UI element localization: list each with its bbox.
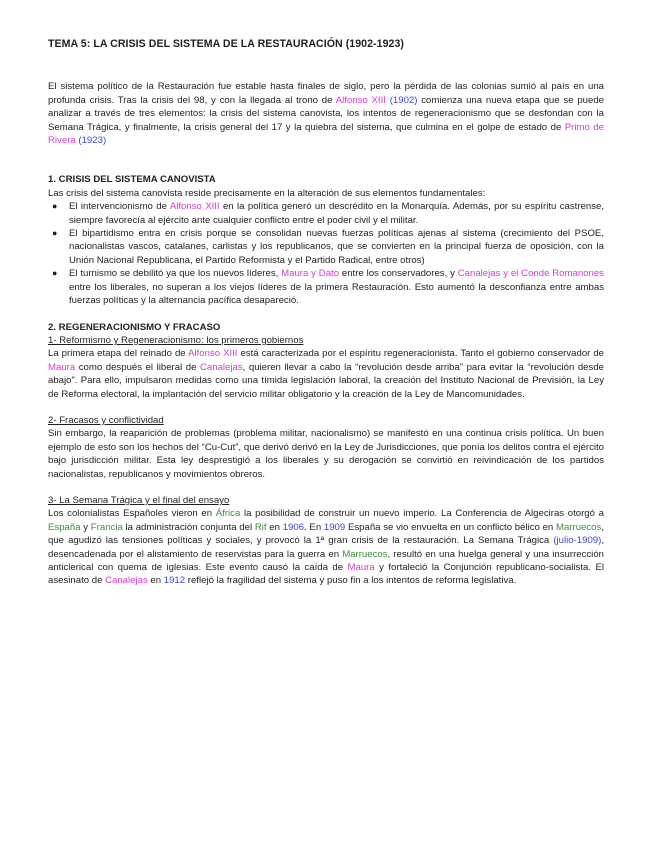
list-item-text: El turnismo se debilitó ya que los nuevos líderes, (69, 268, 282, 280)
paragraph-text: España se vio envuelta en un conflicto bélico en (345, 521, 556, 533)
paragraph-text: Los colonialistas Españoles vieron en (48, 508, 216, 520)
paragraph-text: , resultó en una huelga general y una insurrección anticlerical con quema de iglesias. Este evento causó la caída de (48, 548, 604, 573)
highlight-person: Primo de Rivera (48, 121, 604, 147)
bullet-icon: ● (52, 201, 58, 212)
document-title: TEMA 5: LA CRISIS DEL SISTEMA DE LA RESTAURACIÓN (1902-1923) (48, 38, 404, 50)
highlight-date: (julio-1909) (553, 535, 602, 547)
paragraph-text: la administración conjunta del (122, 521, 255, 533)
highlight-person: Canalejas y el Conde Romanones (457, 268, 604, 280)
paragraph-text: La primera etapa del reinado de (48, 348, 189, 360)
section-heading-1: 1. CRISIS DEL SISTEMA CANOVISTA (48, 174, 216, 186)
document-body (48, 38, 604, 588)
paragraph-text: está caracterizada por el espíritu regeneracionista. Tanto el gobierno conservador de (237, 348, 605, 360)
paragraph-text: y (80, 521, 91, 533)
highlight-place: Rif (254, 521, 267, 533)
highlight-person: Maura (347, 562, 375, 573)
paragraph-text: , que agudizó las tensiones políticas y sociales, y provocó la 1ª gran crisis de la restauración. La Semana Trágica (48, 521, 604, 547)
paragraph-text: reflejó la fragilidad del sistema y puso fin a los intentos de reforma legislativa. (185, 575, 517, 587)
subsection-3-paragraph (48, 507, 604, 587)
subsection-heading-1: 1- Reformismo y Regeneracionismo: los primeros gobiernos (48, 334, 304, 346)
list-item-text: El intervencionismo de (69, 201, 170, 213)
bullet-icon: ● (52, 228, 58, 239)
highlight-date: 1912 (163, 575, 186, 587)
highlight-person: Canalejas (199, 361, 243, 373)
highlight-person: Canalejas (105, 575, 148, 587)
highlight-place: Francia (90, 521, 123, 533)
paragraph-text: y fortaleció la Conjunción republicano-socialista. El asesinato de (48, 562, 604, 587)
paragraph-text: la posibilidad de construir un nuevo imperio. La Conferencia de Algeciras otorgó a (240, 508, 604, 520)
paragraph-text: en (147, 575, 164, 587)
section-heading-2: 2. REGENERACIONISMO Y FRACASO (48, 321, 221, 333)
subsection-heading-2: 2- Fracasos y conflictividad (48, 414, 164, 426)
highlight-place: África (215, 508, 241, 520)
highlight-person: Alfonso XIII (169, 201, 220, 213)
list-item-text: entre los conservadores, y (339, 268, 458, 280)
list-item-text: en la política generó un descrédito en la Monarquía. Además, por su espíritu castrense, siempre favorecía al ejército ante cualquier conflicto entre el poder civil y el militar. (69, 201, 604, 226)
highlight-place: España (48, 521, 81, 533)
intro-text: El sistema político de la Restauración fue estable hasta finales de siglo, pero la pérdida de las colonias sumió al país en una profunda crisis. Tras la crisis del 98, y con la llegada al trono de (48, 81, 604, 106)
paragraph-text: . En (304, 521, 324, 533)
highlight-place: Marruecos (555, 521, 602, 533)
paragraph-text: , quieren llevar a cabo la “revolución desde arriba” para evitar la “revolución desde abajo”. Para ello, impulsaron medidas como una tímida legislación laboral, la creación del Instituto Nacional de Previsión, la Ley de Reforma electoral, la implantación del servicio militar obligatorio y la creación de la Ley de Mancomunidades. (48, 361, 604, 400)
list-item (48, 200, 604, 227)
highlight-place: Marruecos (342, 548, 388, 560)
bullet-icon: ● (52, 268, 58, 279)
subsection-heading-3: 3- La Semana Trágica y el final del ensayo (48, 494, 230, 506)
highlight-person: Maura (48, 361, 76, 373)
intro-text: comienza una nueva etapa que se puede analizar a través de tres elementos: la crisis del sistema canovista, los intentos de regeneracionismo que se desfondan con la Semana Trágica, y finalmente, la crisis general del 17 y la quiebra del sistema, que culmina en el golpe de estado de (48, 94, 604, 133)
highlight-date: (1902) (389, 94, 418, 106)
list-item (48, 267, 604, 307)
list-item-text: El bipartidismo entra en crisis porque se consolidan nuevas fuerzas políticas ajenas al sistema (crecimiento del PSOE, nacionalistas vascos, catalanes, carlistas y los republicanos, que se convierten en la principal fuerza de oposición, con la Unión Nacional Republicana, el Partido Reformista y el Partido Radical, entre otros) (69, 228, 604, 266)
highlight-person: Alfonso XIII (335, 94, 386, 106)
paragraph-text: , desencadenada por el alistamiento de reservistas para la guerra en (48, 535, 604, 560)
section-1-lead: Las crisis del sistema canovista reside precisamente en la alteración de sus elementos fundamentales: (48, 187, 486, 199)
highlight-person: Maura y Dato (281, 268, 340, 280)
highlight-date: 1906 (282, 521, 305, 533)
list-item-text: entre los liberales, no superan a los viejos líderes de la primera Restauración. Esto aumentó la desconfianza entre ambas fuerzas políticas y la alternancia pacífica desapareció. (69, 281, 604, 307)
highlight-date: (1923) (78, 135, 107, 147)
intro-paragraph (48, 80, 604, 147)
subsection-2-paragraph: Sin embargo, la reaparición de problemas (problema militar, nacionalismo) se manifestó en una continua crisis política. Un buen ejemplo de esto son los hechos del “Cu-Cut”, que derivó derivó en la Ley de Jurisdicciones, que ponía los delitos contra el ejército bajo jurisdicción militar. Esta ley desprestigió a los liberales y su derogación se convirtió en reivindicación de los partidos nacionalistas, republicanos y movimientos obreros. (48, 428, 604, 480)
section-1-bullet-list (48, 200, 604, 307)
highlight-person: Alfonso XIII (188, 348, 238, 360)
paragraph-text: en (266, 521, 283, 533)
list-item (48, 227, 604, 267)
highlight-date: 1909 (323, 521, 346, 533)
subsection-1-paragraph (48, 347, 604, 401)
paragraph-text: como después el liberal de (75, 361, 200, 373)
